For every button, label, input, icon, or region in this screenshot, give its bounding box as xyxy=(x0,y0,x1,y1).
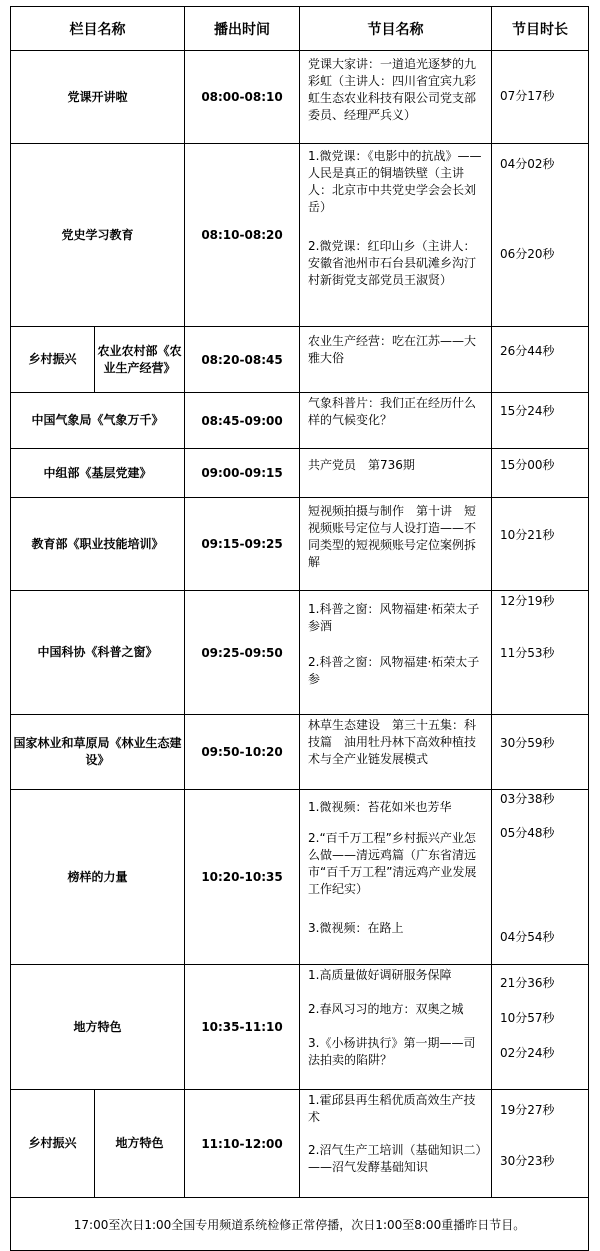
duration-item: 15分24秒 xyxy=(500,404,555,418)
program-item: 3.《小杨讲执行》第一期——司法拍卖的陷阱？ xyxy=(308,1036,476,1067)
table-row xyxy=(11,498,589,591)
column-name: 党课开讲啦 xyxy=(11,51,185,144)
table-row xyxy=(11,591,589,715)
air-time: 08:20-08:45 xyxy=(185,327,300,393)
header-column-name: 栏目名称 xyxy=(11,7,185,51)
program-item: 1.霍邱县再生稻优质高效生产技术 xyxy=(308,1093,476,1124)
program-item: 1.科普之窗：风物福建·柘荣太子参酒 xyxy=(308,602,480,633)
table-row xyxy=(11,790,589,965)
program-item: 共产党员 第736期 xyxy=(308,458,415,472)
duration-item: 30分59秒 xyxy=(500,736,555,750)
program-item: 气象科普片：我们正在经历什么样的气候变化？ xyxy=(308,396,477,427)
program-item: 党课大家讲：一道追光逐梦的九彩虹（主讲人：四川省宜宾九彩虹生态农业科技有限公司党支部委员、经理严兵义） xyxy=(308,57,477,122)
air-time: 08:45-09:00 xyxy=(185,393,300,449)
duration-item: 04分02秒 xyxy=(500,157,555,171)
header-program-name: 节目名称 xyxy=(300,7,492,51)
column-name: 中国科协《科普之窗》 xyxy=(11,591,185,715)
duration-item: 15分00秒 xyxy=(500,458,555,472)
duration-cell xyxy=(492,1090,589,1198)
air-time: 09:15-09:25 xyxy=(185,498,300,591)
air-time: 11:10-12:00 xyxy=(185,1090,300,1198)
table-row xyxy=(11,327,589,393)
duration-item: 26分44秒 xyxy=(500,344,555,358)
column-name: 榜样的力量 xyxy=(11,790,185,965)
program-item: 农业生产经营：吃在江苏——大雅大俗 xyxy=(308,334,477,365)
program-item: 3.微视频：在路上 xyxy=(308,921,404,935)
air-time: 09:50-10:20 xyxy=(185,715,300,790)
program-cell xyxy=(300,591,492,715)
program-item: 2.微党课：红印山乡（主讲人：安徽省池州市石台县矶滩乡沟汀村新街党支部党员王淑贤） xyxy=(308,239,477,287)
program-cell xyxy=(300,715,492,790)
program-item: 林草生态建设 第三十五集：科技篇 油用牡丹林下高效种植技术与全产业链发展模式 xyxy=(308,718,477,766)
column-name: 地方特色 xyxy=(95,1090,185,1198)
program-cell xyxy=(300,393,492,449)
program-item: 短视频拍摄与制作 第十讲 短视频账号定位与人设打造——不同类型的短视频账号定位案例拆解 xyxy=(308,504,477,569)
table-row xyxy=(11,449,589,498)
program-cell xyxy=(300,449,492,498)
column-name: 党史学习教育 xyxy=(11,144,185,327)
duration-item: 02分24秒 xyxy=(500,1046,555,1060)
column-name: 中组部《基层党建》 xyxy=(11,449,185,498)
duration-cell xyxy=(492,144,589,327)
column-name: 农业农村部《农业生产经营》 xyxy=(95,327,185,393)
column-name: 中国气象局《气象万千》 xyxy=(11,393,185,449)
program-item: 1.微视频：苔花如米也芳华 xyxy=(308,800,452,814)
footer-note: 17:00至次日1:00全国专用频道系统检修正常停播，次日1:00至8:00重播昨日节目。 xyxy=(11,1198,589,1251)
air-time: 10:35-11:10 xyxy=(185,965,300,1090)
duration-cell xyxy=(492,51,589,144)
footer-row xyxy=(11,1198,589,1251)
program-cell xyxy=(300,498,492,591)
duration-item: 19分27秒 xyxy=(500,1103,555,1117)
duration-cell xyxy=(492,715,589,790)
duration-item: 03分38秒 xyxy=(500,792,555,806)
duration-cell xyxy=(492,393,589,449)
column-name: 国家林业和草原局《林业生态建设》 xyxy=(11,715,185,790)
duration-item: 06分20秒 xyxy=(500,247,555,261)
table-row xyxy=(11,715,589,790)
duration-item: 05分48秒 xyxy=(500,826,555,840)
header-air-time: 播出时间 xyxy=(185,7,300,51)
duration-cell xyxy=(492,790,589,965)
duration-cell xyxy=(492,327,589,393)
program-item: 2.科普之窗：风物福建·柘荣太子参 xyxy=(308,655,480,686)
program-item: 2.沼气生产工培训（基础知识二）——沼气发酵基础知识 xyxy=(308,1143,482,1174)
column-category: 乡村振兴 xyxy=(11,1090,95,1198)
program-cell xyxy=(300,144,492,327)
header-row xyxy=(11,7,589,51)
program-cell xyxy=(300,51,492,144)
column-name: 教育部《职业技能培训》 xyxy=(11,498,185,591)
duration-item: 30分23秒 xyxy=(500,1154,555,1168)
program-item: 1.高质量做好调研服务保障 xyxy=(308,968,452,982)
duration-cell xyxy=(492,591,589,715)
air-time: 09:25-09:50 xyxy=(185,591,300,715)
duration-item: 11分53秒 xyxy=(500,646,555,660)
program-cell xyxy=(300,327,492,393)
duration-item: 21分36秒 xyxy=(500,976,555,990)
air-time: 10:20-10:35 xyxy=(185,790,300,965)
air-time: 08:00-08:10 xyxy=(185,51,300,144)
duration-item: 07分17秒 xyxy=(500,89,555,103)
air-time: 09:00-09:15 xyxy=(185,449,300,498)
program-item: 1.微党课：《电影中的抗战》——人民是真正的铜墙铁壁（主讲人：北京市中共党史学会会长刘岳） xyxy=(308,149,482,214)
duration-cell xyxy=(492,498,589,591)
table-row xyxy=(11,51,589,144)
duration-item: 10分21秒 xyxy=(500,528,555,542)
program-item: 2.“百千万工程”乡村振兴产业怎么做——清远鸡篇（广东省清远市“百千万工程”清远鸡产业发展工作纪实） xyxy=(308,831,477,896)
program-cell xyxy=(300,965,492,1090)
duration-cell xyxy=(492,965,589,1090)
header-duration: 节目时长 xyxy=(492,7,589,51)
program-cell xyxy=(300,1090,492,1198)
table-row xyxy=(11,965,589,1090)
column-category: 乡村振兴 xyxy=(11,327,95,393)
program-item: 2.春风习习的地方：双奥之城 xyxy=(308,1002,464,1016)
table-row xyxy=(11,144,589,327)
column-name: 地方特色 xyxy=(11,965,185,1090)
table-row xyxy=(11,393,589,449)
duration-cell xyxy=(492,449,589,498)
duration-item: 10分57秒 xyxy=(500,1011,555,1025)
duration-item: 12分19秒 xyxy=(500,594,555,608)
schedule-table xyxy=(10,6,589,1251)
duration-item: 04分54秒 xyxy=(500,930,555,944)
air-time: 08:10-08:20 xyxy=(185,144,300,327)
program-cell xyxy=(300,790,492,965)
table-row xyxy=(11,1090,589,1198)
